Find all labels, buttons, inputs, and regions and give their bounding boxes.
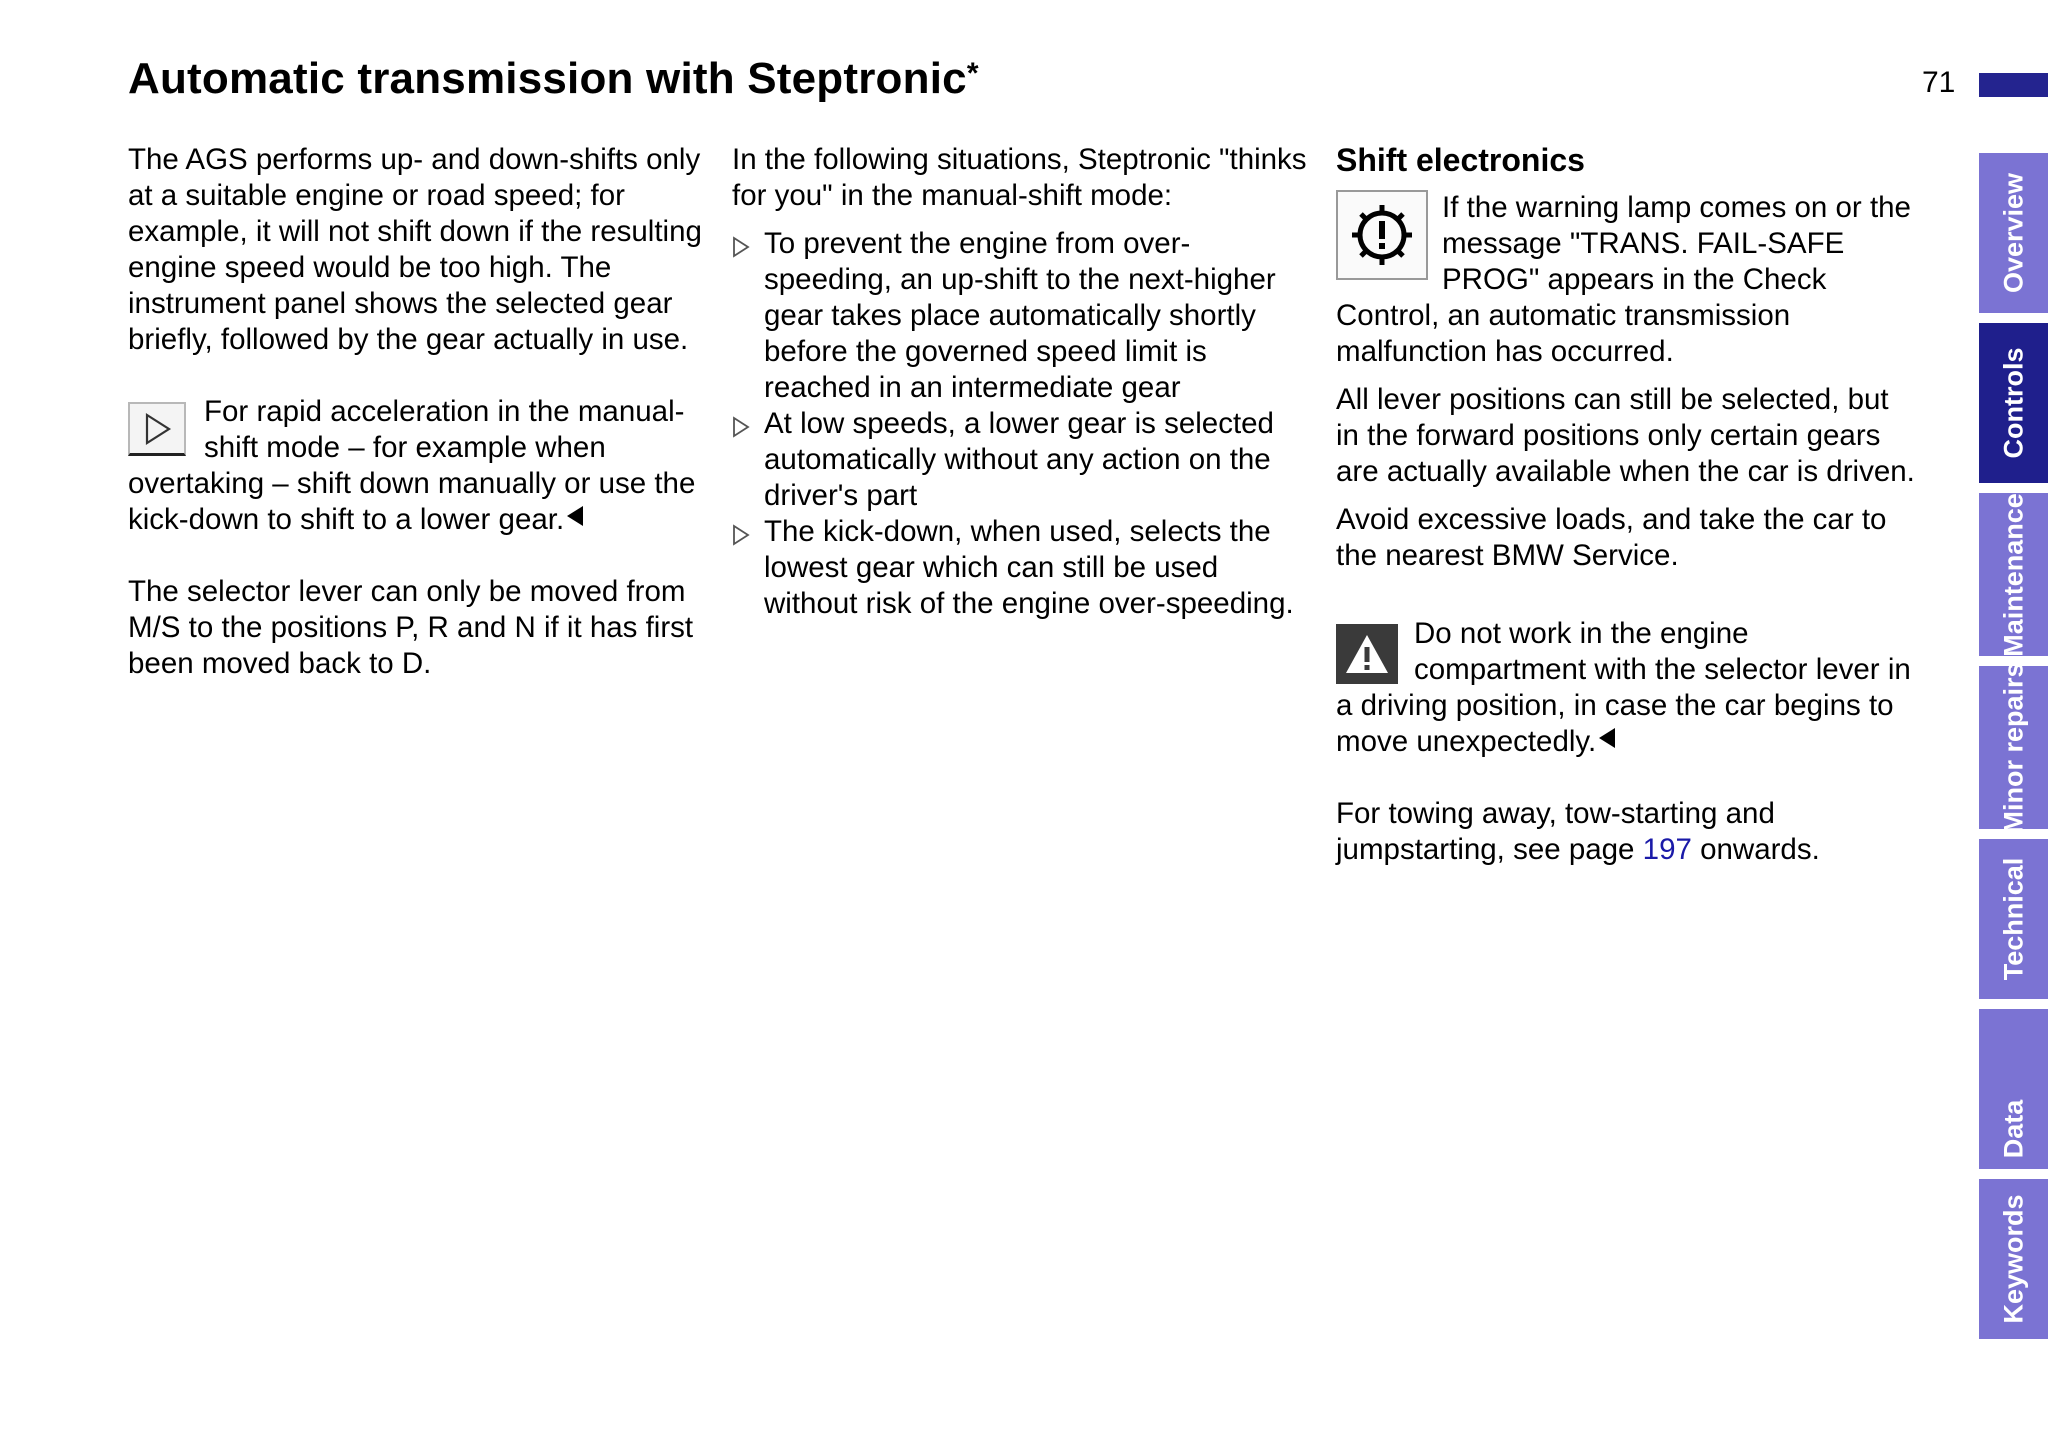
end-of-caution-icon	[1599, 728, 1615, 748]
list-item	[732, 406, 1312, 514]
end-of-note-icon	[567, 506, 583, 526]
list-item-text: At low speeds, a lower gear is selected automatically without any action on the driver's part	[764, 407, 1274, 512]
tab-technical[interactable]	[1979, 839, 2048, 999]
list-item-text: The kick-down, when used, selects the lowest gear which can still be used without risk of the engine over-speeding.	[764, 515, 1294, 620]
towing-text: For towing away, tow-starting and jumpstarting, see page	[1336, 797, 1775, 866]
page-title	[128, 54, 979, 104]
ags-paragraph: The AGS performs up- and down-shifts only at a suitable engine or road speed; for example, it will not shift down if the resulting engine speed would be too high. The instrument panel shows the selected gear briefly, followed by the gear actually in use.	[128, 143, 702, 356]
column-2	[732, 142, 1312, 622]
note-arrow-icon	[128, 402, 186, 456]
tab-overview-label: Overview	[1998, 172, 2028, 294]
tab-minor-repairs-label: Minor repairs	[1998, 661, 2028, 834]
list-item	[732, 514, 1312, 622]
note-text: For rapid acceleration in the manual-shift mode – for example when overtaking – shift down manually or use the kick-down to shift to a lower gear.	[128, 395, 696, 536]
lever-positions-paragraph: All lever positions can still be selected, but in the forward positions only certain gears are actually available when the car is driven.	[1336, 383, 1915, 488]
tab-keywords[interactable]	[1979, 1179, 2048, 1339]
bullet-triangle-icon	[732, 416, 750, 438]
steptronic-list	[732, 226, 1312, 622]
tab-overview[interactable]	[1979, 153, 2048, 313]
tab-maintenance[interactable]	[1979, 493, 2048, 656]
tab-controls-label: Controls	[1998, 347, 2028, 459]
caution-paragraph	[1336, 616, 1916, 760]
tab-controls[interactable]	[1979, 323, 2048, 483]
tab-keywords-label: Keywords	[1998, 1194, 2028, 1324]
page-197-link[interactable]: 197	[1642, 833, 1692, 866]
asterisk: *	[966, 57, 979, 90]
tab-technical-label: Technical	[1998, 857, 2028, 981]
column-1	[128, 142, 718, 682]
caution-triangle-icon	[1336, 624, 1398, 684]
towing-text-end: onwards.	[1691, 833, 1820, 866]
tab-data-label: Data	[1998, 1099, 2028, 1159]
tab-data[interactable]	[1979, 1009, 2048, 1169]
transmission-warning-lamp-icon	[1336, 190, 1428, 280]
towing-paragraph	[1336, 796, 1916, 868]
list-item	[732, 226, 1312, 406]
steptronic-intro: In the following situations, Steptronic "thinks for you" in the manual-shift mode:	[732, 143, 1307, 212]
page-title-text: Automatic transmission with Steptronic	[128, 54, 967, 103]
tab-minor-repairs[interactable]	[1979, 661, 2048, 834]
selector-lever-paragraph: The selector lever can only be moved from M/S to the positions P, R and N if it has first been moved back to D.	[128, 575, 694, 680]
column-3	[1336, 142, 1916, 868]
bullet-triangle-icon	[732, 236, 750, 258]
tab-maintenance-label: Maintenance	[1998, 492, 2028, 657]
note-paragraph	[128, 394, 718, 538]
list-item-text: To prevent the engine from over-speeding, an up-shift to the next-higher gear takes place automatically shortly before the governed speed limit is reached in an intermediate gear	[764, 227, 1276, 404]
shift-electronics-heading: Shift electronics	[1336, 142, 1585, 178]
bullet-triangle-icon	[732, 524, 750, 546]
page-number: 71	[1922, 66, 1956, 99]
page-number-bar	[1979, 73, 2048, 97]
avoid-loads-paragraph: Avoid excessive loads, and take the car to the nearest BMW Service.	[1336, 503, 1887, 572]
warning-lamp-paragraph: If the warning lamp comes on or the message "TRANS. FAIL-SAFE PROG" appears in the Check Control, an automatic transmission malfunction has occurred.	[1336, 191, 1911, 368]
caution-text: Do not work in the engine compartment with the selector lever in a driving position, in case the car begins to move unexpectedly.	[1336, 617, 1911, 758]
